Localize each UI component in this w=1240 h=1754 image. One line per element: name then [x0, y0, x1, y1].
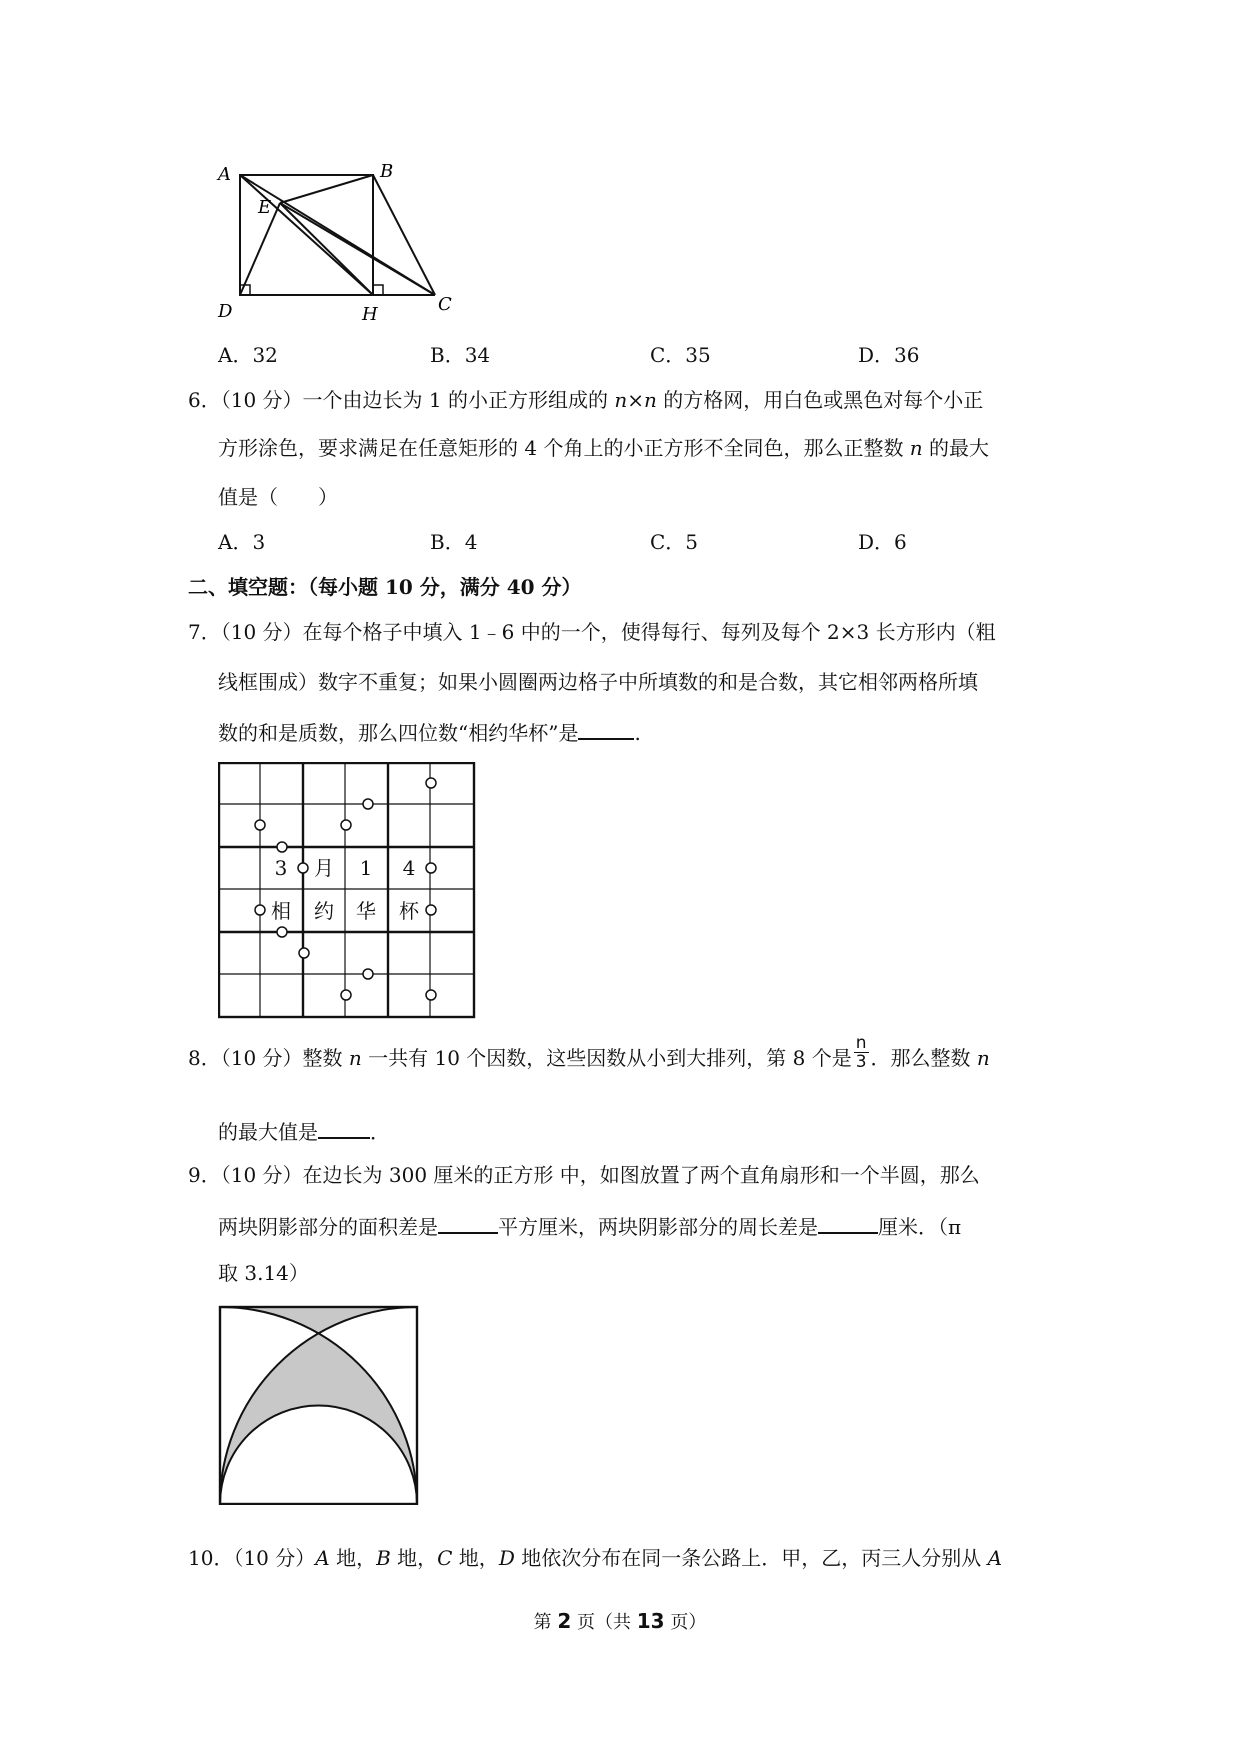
q6-option-b: B．4 — [430, 530, 478, 554]
grid-cell-hua: 华 — [356, 899, 376, 923]
label-C: C — [438, 294, 452, 315]
shaded-square-figure-q9 — [218, 1305, 423, 1505]
section-heading: 二、填空题：（每小题 10 分，满分 40 分） — [188, 575, 582, 599]
grid-cell-bei: 杯 — [399, 899, 419, 923]
q5-option-c: C．35 — [650, 343, 711, 367]
q8-line-1: 8．（10 分）整数 n 一共有 10 个因数，这些因数从小到大排列，第 8 个是 $\frac{n}{3}$ ．那么整数 n — [188, 1033, 990, 1072]
q9-line-3: 取 3.14） — [218, 1261, 309, 1285]
q7-line-3: 数的和是质数，那么四位数“相约华杯”是 . — [218, 718, 641, 745]
q7-line-2: 线框围成）数字不重复；如果小圆圈两边格子中所填数的和是合数，其它相邻两格所填 — [218, 670, 978, 694]
q6-option-c: C．5 — [650, 530, 699, 554]
answer-blank — [318, 1117, 370, 1139]
grid-cell-yue2: 约 — [314, 899, 334, 923]
q5-option-d: D．36 — [858, 343, 920, 367]
q9-line-2: 两块阴影部分的面积差是 平方厘米，两块阴影部分的周长差是 厘米．（π — [218, 1212, 961, 1239]
page-total: 13 — [636, 1609, 665, 1633]
label-A: A — [218, 164, 231, 185]
label-B: B — [380, 161, 394, 182]
grid-cell-4: 4 — [402, 856, 416, 880]
q6-option-a: A．3 — [218, 530, 266, 554]
q6-line-1: 6．（10 分）一个由边长为 1 的小正方形组成的 n×n 的方格网，用白色或黑色对每个小正 — [188, 388, 984, 412]
fraction-n-over-3: $\frac{n}{3}$ — [855, 1033, 867, 1072]
answer-blank — [438, 1212, 498, 1234]
grid-cell-xiang: 相 — [271, 899, 291, 923]
q10-line-1: 10．（10 分）A 地，B 地，C 地，D 地依次分布在同一条公路上．甲，乙，丙三人分别从 A — [188, 1546, 1003, 1570]
label-E: E — [258, 197, 272, 218]
answer-blank — [578, 718, 634, 740]
page-footer: 第 2 页（共 13 页） — [533, 1609, 707, 1633]
label-D: D — [218, 301, 233, 322]
q9-line-1: 9．（10 分）在边长为 300 厘米的正方形 中，如图放置了两个直角扇形和一个半圆，那么 — [188, 1163, 980, 1187]
grid-cell-1: 1 — [359, 856, 373, 880]
q6-option-d: D．6 — [858, 530, 907, 554]
label-H: H — [362, 304, 378, 325]
geometry-figure-q5 — [210, 155, 470, 325]
grid-cell-yue: 月 — [314, 856, 334, 880]
q7-line-1: 7．（10 分）在每个格子中填入 1﹣6 中的一个，使得每行、每列及每个 2×3 长方形内（粗 — [188, 620, 996, 644]
answer-blank — [818, 1212, 878, 1234]
q5-option-a: A．32 — [218, 343, 278, 367]
q6-line-2: 方形涂色，要求满足在任意矩形的 4 个角上的小正方形不全同色，那么正整数 n 的最大 — [218, 436, 990, 460]
grid-cell-3: 3 — [274, 856, 288, 880]
page-number: 2 — [557, 1609, 572, 1633]
q8-line-2: 的最大值是 ． — [218, 1117, 390, 1144]
q5-option-b: B．34 — [430, 343, 491, 367]
number-grid-q7 — [218, 762, 480, 1020]
q6-line-3: 值是（ ） — [218, 485, 338, 509]
